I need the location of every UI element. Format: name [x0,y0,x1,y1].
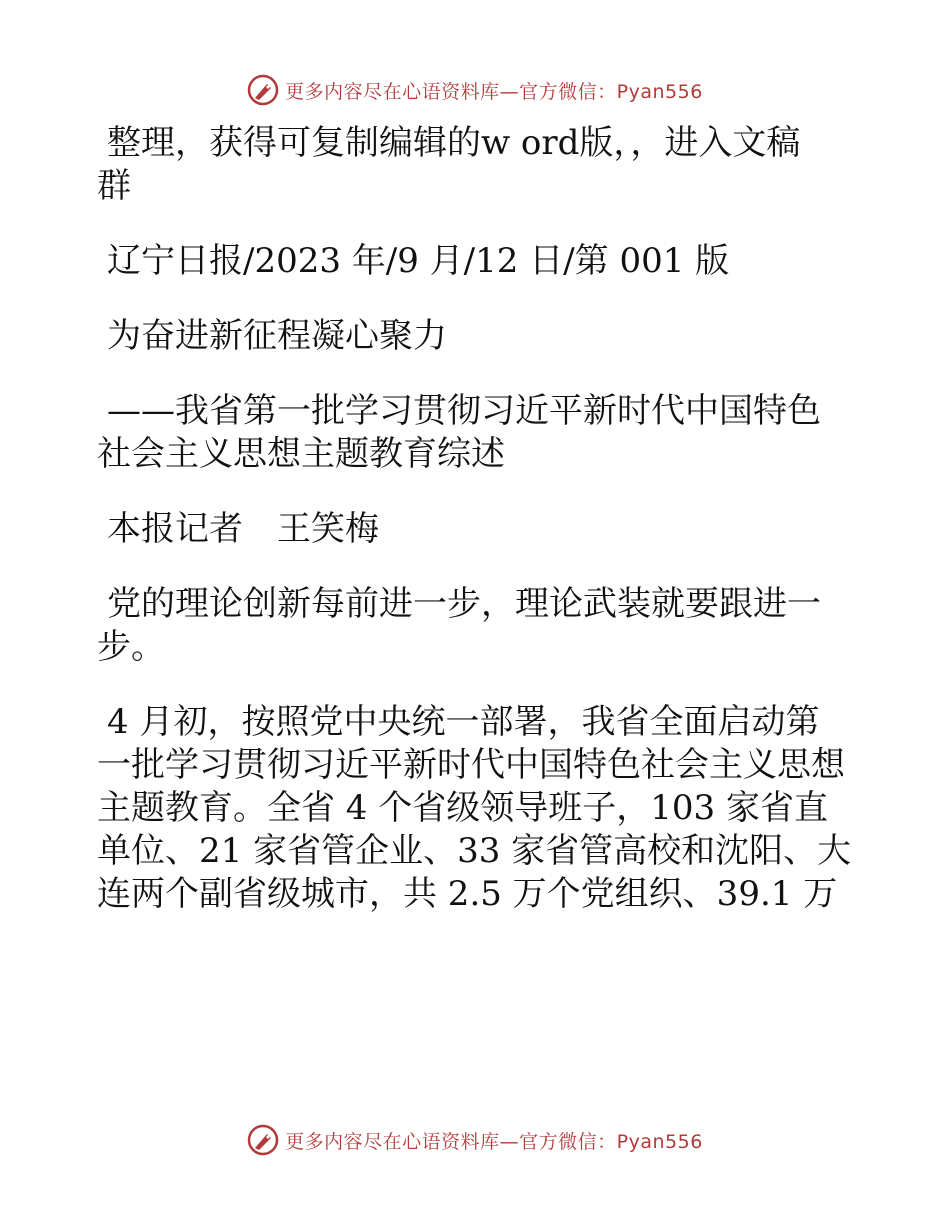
pen-nib-logo-icon [247,1124,279,1156]
pen-nib-logo-icon [247,74,279,106]
text-line: 党的理论创新每前进一步，理论武装就要跟进一 [107,584,821,624]
text-line: 社会主义思想主题教育综述 [97,434,505,474]
paragraph [97,701,857,916]
text-line: 辽宁日报/2023 年/9 月/12 日/第 001 版 [107,241,730,281]
text-line: 群 [97,166,131,206]
text-line: 步。 [97,627,165,667]
document-body [97,122,857,948]
watermark-text: 更多内容尽在心语资料库—官方微信：Pyan556 [285,80,703,103]
watermark-footer [0,1120,950,1160]
paragraph [97,508,857,551]
paragraph [97,315,857,358]
paragraph [97,583,857,669]
text-line: ——我省第一批学习贯彻习近平新时代中国特色 [107,391,821,431]
text-line: 为奋进新征程凝心聚力 [107,316,447,356]
text-line: 整理，获得可复制编辑的w ord版，，进入文稿 [107,123,801,163]
text-line: 一批学习贯彻习近平新时代中国特色社会主义思想 [97,745,845,785]
paragraph [97,390,857,476]
text-line: 连两个副省级城市，共 2.5 万个党组织、39.1 万 [97,874,838,914]
text-line: 主题教育。全省 4 个省级领导班子，103 家省直 [97,788,828,828]
text-line: 4 月初，按照党中央统一部署，我省全面启动第 [107,702,820,742]
watermark-text: 更多内容尽在心语资料库—官方微信：Pyan556 [285,1130,703,1153]
text-line: 本报记者 王笑梅 [107,509,379,549]
text-line: 单位、21 家省管企业、33 家省管高校和沈阳、大 [97,831,852,871]
paragraph [97,122,857,208]
paragraph [97,240,857,283]
watermark-header [0,70,950,110]
